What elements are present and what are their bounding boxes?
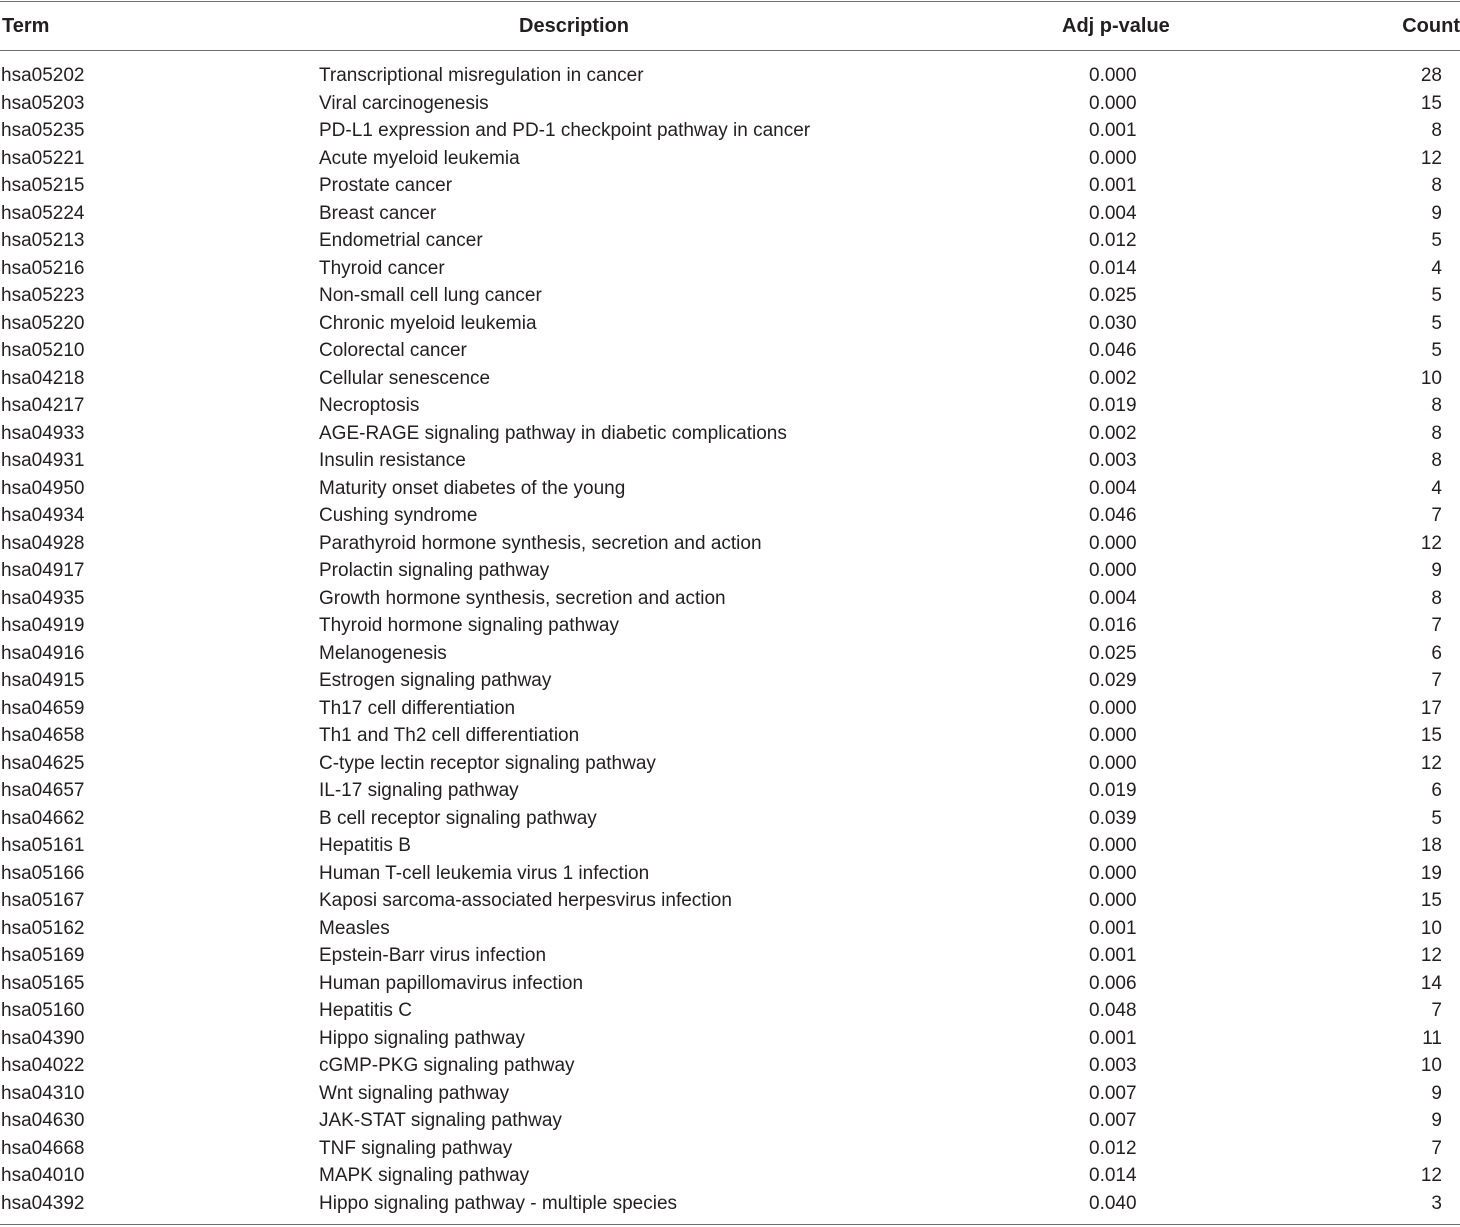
table-row [0,420,1460,448]
table-row [0,365,1460,393]
description-cell: IL-17 signaling pathway [319,780,519,801]
count-cell: 12 [1420,752,1442,774]
description-cell: Kaposi sarcoma-associated herpesvirus infection [319,890,732,911]
count-cell: 15 [1420,890,1442,911]
description-cell: Hippo signaling pathway [319,1027,525,1049]
header-description: Description [519,15,630,37]
count-cell: 4 [1431,257,1442,279]
term-cell: hsa04916 [1,642,85,664]
term-cell: hsa04010 [1,1165,85,1186]
table-header [0,0,1460,52]
adj-pvalue-cell: 0.001 [1089,175,1137,196]
count-cell: 28 [1420,65,1442,86]
table-row [0,915,1460,943]
description-cell: Insulin resistance [319,450,466,471]
description-cell: Th1 and Th2 cell differentiation [319,725,580,746]
adj-pvalue-cell: 0.012 [1089,230,1137,251]
term-cell: hsa05235 [1,120,85,141]
term-cell: hsa04662 [1,807,85,829]
description-cell: Chronic myeloid leukemia [319,312,537,334]
count-cell: 18 [1420,835,1442,856]
term-cell: hsa04931 [1,450,85,471]
adj-pvalue-cell: 0.014 [1089,1165,1137,1186]
table-row [0,722,1460,750]
description-cell: Hippo signaling pathway - multiple species [319,1192,678,1214]
table-row [0,1107,1460,1135]
count-cell: 15 [1420,725,1442,746]
term-cell: hsa05202 [1,65,85,86]
count-cell: 7 [1431,615,1442,636]
table-row [0,1162,1460,1190]
term-cell: hsa04392 [1,1192,85,1214]
term-cell: hsa04934 [1,505,85,526]
description-cell: Thyroid cancer [319,257,445,279]
term-cell: hsa05220 [1,312,85,334]
count-cell: 17 [1420,697,1442,719]
count-cell: 8 [1431,395,1442,416]
adj-pvalue-cell: 0.001 [1089,1027,1137,1049]
count-cell: 9 [1431,202,1442,224]
table-row [0,227,1460,255]
count-cell: 8 [1431,450,1442,471]
term-cell: hsa05216 [1,257,85,279]
count-cell: 8 [1431,175,1442,196]
adj-pvalue-cell: 0.019 [1089,780,1137,801]
description-cell: Hepatitis B [319,835,411,856]
term-cell: hsa04668 [1,1137,85,1159]
description-cell: Endometrial cancer [319,230,483,251]
description-cell: Estrogen signaling pathway [319,670,552,691]
description-cell: Prolactin signaling pathway [319,560,550,581]
table-row [0,805,1460,833]
adj-pvalue-cell: 0.046 [1089,340,1137,361]
description-cell: Human papillomavirus infection [319,972,584,994]
count-cell: 8 [1431,587,1442,609]
adj-pvalue-cell: 0.007 [1089,1110,1137,1131]
description-cell: Maturity onset diabetes of the young [319,477,626,499]
header-count: Count [1402,15,1460,37]
count-cell: 9 [1431,1110,1442,1131]
table-row [0,860,1460,888]
adj-pvalue-cell: 0.030 [1089,312,1137,334]
description-cell: Th17 cell differentiation [319,697,516,719]
term-cell: hsa04919 [1,615,85,636]
term-cell: hsa05224 [1,202,85,224]
adj-pvalue-cell: 0.003 [1089,450,1137,471]
term-cell: hsa05210 [1,340,85,361]
adj-pvalue-cell: 0.000 [1089,92,1137,114]
adj-pvalue-cell: 0.048 [1089,1000,1137,1021]
header-term: Term [2,15,50,37]
adj-pvalue-cell: 0.001 [1089,917,1137,939]
table-body [0,62,1460,1217]
term-cell: hsa04625 [1,752,85,774]
adj-pvalue-cell: 0.002 [1089,367,1137,389]
term-cell: hsa05162 [1,917,85,939]
term-cell: hsa05213 [1,230,85,251]
adj-pvalue-cell: 0.014 [1089,257,1137,279]
count-cell: 7 [1431,1137,1442,1159]
table-row [0,447,1460,475]
count-cell: 7 [1431,670,1442,691]
description-cell: MAPK signaling pathway [319,1165,530,1186]
adj-pvalue-cell: 0.019 [1089,395,1137,416]
term-cell: hsa05169 [1,945,85,966]
term-cell: hsa04390 [1,1027,85,1049]
table-row [0,502,1460,530]
adj-pvalue-cell: 0.000 [1089,697,1137,719]
description-cell: Cushing syndrome [319,505,478,526]
adj-pvalue-cell: 0.046 [1089,505,1137,526]
count-cell: 8 [1431,120,1442,141]
count-cell: 8 [1431,422,1442,444]
adj-pvalue-cell: 0.025 [1089,285,1137,306]
table-row [0,172,1460,200]
header-adj-pvalue: Adj p-value [1062,15,1170,37]
table-row [0,1052,1460,1080]
table-row [0,1190,1460,1218]
adj-pvalue-cell: 0.040 [1089,1192,1137,1214]
description-cell: Non-small cell lung cancer [319,285,542,306]
count-cell: 7 [1431,505,1442,526]
term-cell: hsa04630 [1,1110,85,1131]
term-cell: hsa05160 [1,1000,85,1021]
table-row [0,667,1460,695]
count-cell: 10 [1420,367,1442,389]
count-cell: 6 [1431,780,1442,801]
count-cell: 9 [1431,560,1442,581]
table-row [0,337,1460,365]
count-cell: 12 [1420,532,1442,554]
table-row [0,310,1460,338]
table-row [0,62,1460,90]
table-row [0,1025,1460,1053]
adj-pvalue-cell: 0.000 [1089,560,1137,581]
table-row [0,200,1460,228]
description-cell: Breast cancer [319,202,437,224]
description-cell: Growth hormone synthesis, secretion and action [319,587,726,609]
description-cell: JAK-STAT signaling pathway [319,1110,562,1131]
description-cell: Hepatitis C [319,1000,412,1021]
count-cell: 6 [1431,642,1442,664]
term-cell: hsa04657 [1,780,85,801]
description-cell: Acute myeloid leukemia [319,147,520,169]
term-cell: hsa04917 [1,560,85,581]
term-cell: hsa04218 [1,367,85,389]
table-row [0,777,1460,805]
term-cell: hsa04310 [1,1082,85,1104]
description-cell: B cell receptor signaling pathway [319,807,597,829]
table-row [0,117,1460,145]
count-cell: 5 [1431,312,1442,334]
term-cell: hsa04950 [1,477,85,499]
adj-pvalue-cell: 0.001 [1089,945,1137,966]
count-cell: 19 [1420,862,1442,884]
term-cell: hsa04659 [1,697,85,719]
count-cell: 5 [1431,807,1442,829]
term-cell: hsa05215 [1,175,85,196]
description-cell: Parathyroid hormone synthesis, secretion and action [319,532,762,554]
term-cell: hsa04928 [1,532,85,554]
table-row [0,750,1460,778]
description-cell: TNF signaling pathway [319,1137,513,1159]
description-cell: Melanogenesis [319,642,447,664]
term-cell: hsa05223 [1,285,85,306]
term-cell: hsa05167 [1,890,85,911]
description-cell: Necroptosis [319,395,420,416]
adj-pvalue-cell: 0.000 [1089,835,1137,856]
adj-pvalue-cell: 0.004 [1089,202,1137,224]
table-row [0,970,1460,998]
table-row [0,557,1460,585]
table-row [0,282,1460,310]
term-cell: hsa05166 [1,862,85,884]
count-cell: 3 [1431,1192,1442,1214]
count-cell: 11 [1422,1027,1442,1049]
term-cell: hsa04933 [1,422,85,444]
table-row [0,612,1460,640]
table-row [0,1080,1460,1108]
count-cell: 15 [1420,92,1442,114]
adj-pvalue-cell: 0.004 [1089,477,1137,499]
description-cell: Thyroid hormone signaling pathway [319,615,619,636]
header-rule [0,50,1460,51]
count-cell: 12 [1420,147,1442,169]
table-row [0,530,1460,558]
adj-pvalue-cell: 0.025 [1089,642,1137,664]
bottom-rule [0,1224,1460,1225]
term-cell: hsa04217 [1,395,85,416]
adj-pvalue-cell: 0.007 [1089,1082,1137,1104]
table-row [0,145,1460,173]
adj-pvalue-cell: 0.000 [1089,147,1137,169]
adj-pvalue-cell: 0.003 [1089,1055,1137,1076]
adj-pvalue-cell: 0.029 [1089,670,1137,691]
term-cell: hsa04658 [1,725,85,746]
count-cell: 4 [1431,477,1442,499]
count-cell: 9 [1431,1082,1442,1104]
adj-pvalue-cell: 0.000 [1089,532,1137,554]
description-cell: Epstein-Barr virus infection [319,945,547,966]
table-row [0,887,1460,915]
term-cell: hsa04935 [1,587,85,609]
table-row [0,255,1460,283]
description-cell: Transcriptional misregulation in cancer [319,65,644,86]
table-row [0,392,1460,420]
count-cell: 10 [1420,1055,1442,1076]
adj-pvalue-cell: 0.000 [1089,65,1137,86]
table-row [0,1135,1460,1163]
adj-pvalue-cell: 0.000 [1089,725,1137,746]
adj-pvalue-cell: 0.002 [1089,422,1137,444]
description-cell: PD-L1 expression and PD-1 checkpoint pathway in cancer [319,120,811,141]
description-cell: AGE-RAGE signaling pathway in diabetic complications [319,422,787,444]
table-row [0,90,1460,118]
count-cell: 10 [1420,917,1442,939]
adj-pvalue-cell: 0.000 [1089,890,1137,911]
table-row [0,585,1460,613]
table-row [0,695,1460,723]
table-row [0,475,1460,503]
adj-pvalue-cell: 0.016 [1089,615,1137,636]
term-cell: hsa05161 [1,835,85,856]
term-cell: hsa05165 [1,972,85,994]
table-row [0,942,1460,970]
count-cell: 5 [1431,285,1442,306]
description-cell: C-type lectin receptor signaling pathway [319,752,656,774]
table-row [0,997,1460,1025]
count-cell: 5 [1431,230,1442,251]
description-cell: Viral carcinogenesis [319,92,489,114]
term-cell: hsa05203 [1,92,85,114]
description-cell: Cellular senescence [319,367,491,389]
description-cell: Wnt signaling pathway [319,1082,510,1104]
table-row [0,640,1460,668]
count-cell: 12 [1420,945,1442,966]
adj-pvalue-cell: 0.001 [1089,120,1137,141]
term-cell: hsa04915 [1,670,85,691]
description-cell: Measles [319,917,390,939]
term-cell: hsa05221 [1,147,85,169]
adj-pvalue-cell: 0.000 [1089,752,1137,774]
count-cell: 5 [1431,340,1442,361]
term-cell: hsa04022 [1,1055,85,1076]
description-cell: Human T-cell leukemia virus 1 infection [319,862,650,884]
description-cell: Prostate cancer [319,175,453,196]
count-cell: 7 [1431,1000,1442,1021]
adj-pvalue-cell: 0.012 [1089,1137,1137,1159]
description-cell: cGMP-PKG signaling pathway [319,1055,575,1076]
adj-pvalue-cell: 0.006 [1089,972,1137,994]
adj-pvalue-cell: 0.004 [1089,587,1137,609]
description-cell: Colorectal cancer [319,340,467,361]
count-cell: 12 [1420,1165,1442,1186]
adj-pvalue-cell: 0.000 [1089,862,1137,884]
table-row [0,832,1460,860]
count-cell: 14 [1420,972,1442,994]
adj-pvalue-cell: 0.039 [1089,807,1137,829]
